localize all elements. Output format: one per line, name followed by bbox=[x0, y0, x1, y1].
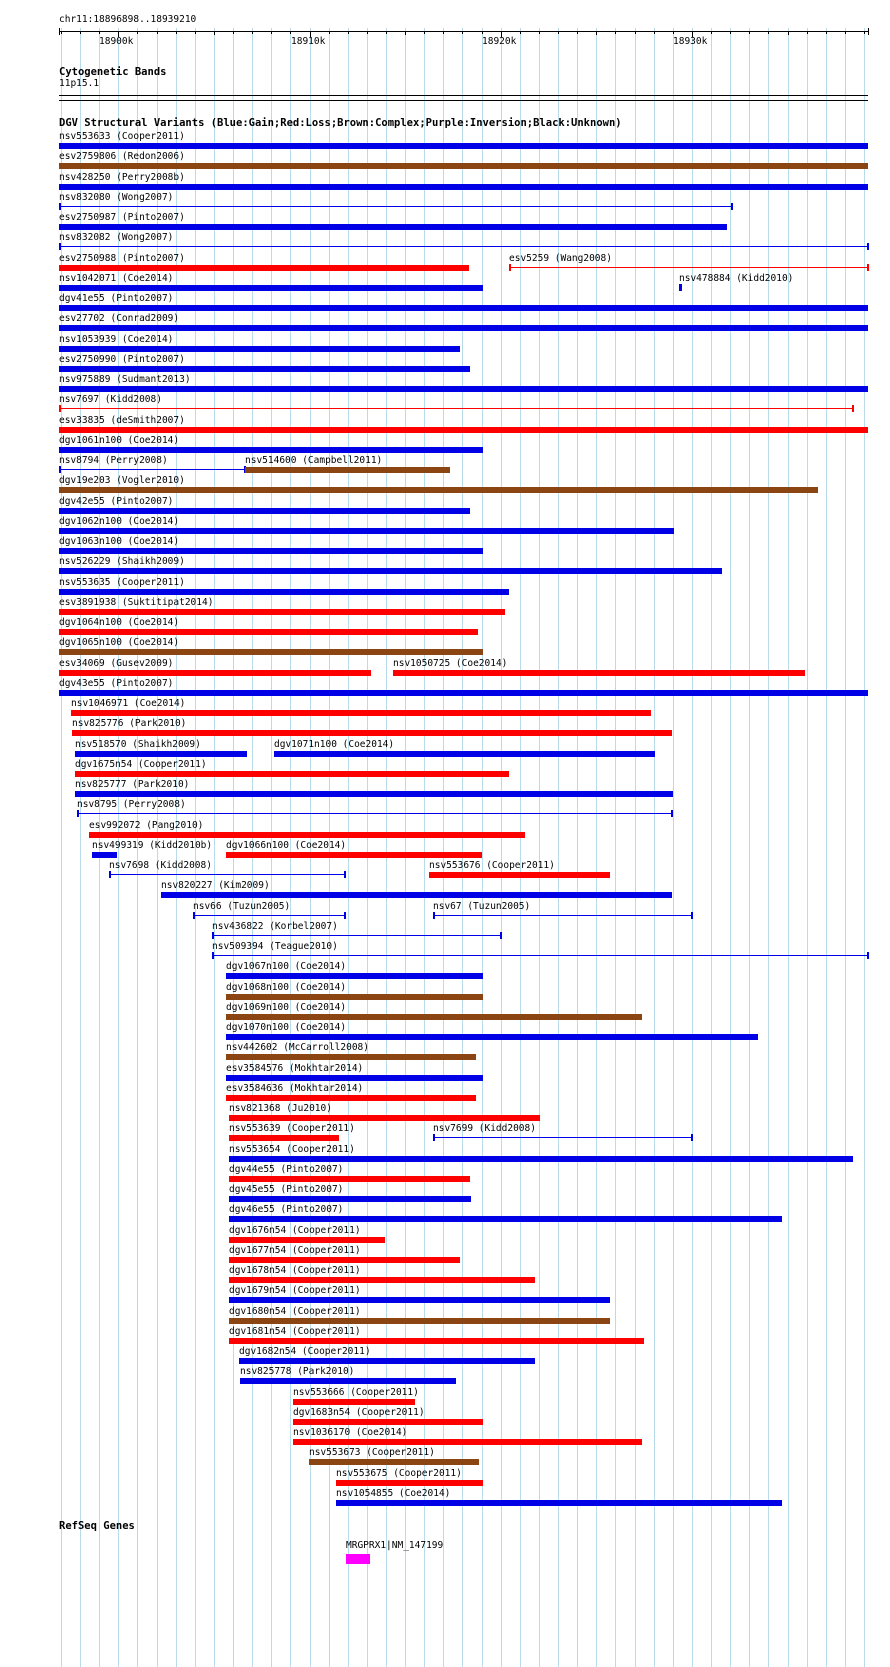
structural-variant[interactable] bbox=[245, 455, 450, 481]
variant-bar[interactable] bbox=[59, 163, 868, 169]
variant-bar[interactable] bbox=[59, 670, 371, 676]
variant-label: nsv1046971 (Coe2014) bbox=[71, 698, 186, 709]
variant-label: esv2759806 (Redon2006) bbox=[59, 151, 185, 162]
variant-label: dgv1065n100 (Coe2014) bbox=[59, 637, 180, 648]
variant-end-cap bbox=[867, 264, 869, 271]
variant-label: nsv825776 (Park2010) bbox=[72, 718, 187, 729]
variant-end-cap bbox=[867, 952, 869, 959]
variant-label: nsv832082 (Wong2007) bbox=[59, 232, 174, 243]
variant-end-cap bbox=[59, 466, 61, 473]
variant-bar[interactable] bbox=[226, 1054, 476, 1060]
ruler-tick bbox=[214, 31, 215, 35]
ruler-tick bbox=[654, 31, 655, 34]
variant-bar[interactable] bbox=[229, 1338, 644, 1344]
variant-bar[interactable] bbox=[429, 872, 610, 878]
variant-label: esv2750990 (Pinto2007) bbox=[59, 354, 185, 365]
variant-bar[interactable] bbox=[274, 751, 655, 757]
ruler-tick bbox=[730, 31, 731, 34]
variant-label: nsv553676 (Cooper2011) bbox=[429, 860, 555, 871]
variant-bar[interactable] bbox=[59, 609, 505, 615]
ruler-tick bbox=[864, 31, 865, 34]
variant-end-cap bbox=[344, 871, 346, 878]
structural-variant[interactable] bbox=[59, 313, 868, 339]
ruler-tick bbox=[845, 31, 846, 34]
variant-line[interactable] bbox=[109, 874, 345, 875]
structural-variant[interactable] bbox=[393, 658, 805, 684]
variant-label: dgv1676n54 (Cooper2011) bbox=[229, 1225, 361, 1236]
structural-variant[interactable] bbox=[336, 1488, 782, 1514]
variant-label: nsv821368 (Ju2010) bbox=[229, 1103, 332, 1114]
cytoband-separator-bottom bbox=[59, 100, 868, 101]
variant-label: dgv43e55 (Pinto2007) bbox=[59, 678, 174, 689]
variant-bar[interactable] bbox=[59, 285, 483, 291]
ruler-tick bbox=[635, 31, 636, 34]
variant-label: nsv825778 (Park2010) bbox=[240, 1366, 355, 1377]
variant-label: nsv7697 (Kidd2008) bbox=[59, 394, 162, 405]
variant-bar[interactable] bbox=[161, 892, 672, 898]
variant-bar[interactable] bbox=[229, 1196, 471, 1202]
variant-label: dgv1068n100 (Coe2014) bbox=[226, 982, 347, 993]
variant-label: dgv46e55 (Pinto2007) bbox=[229, 1204, 344, 1215]
variant-bar[interactable] bbox=[239, 1358, 535, 1364]
variant-bar[interactable] bbox=[59, 548, 483, 554]
ruler-tick bbox=[558, 31, 559, 34]
variant-end-cap bbox=[852, 405, 854, 412]
variant-label: dgv1677n54 (Cooper2011) bbox=[229, 1245, 361, 1256]
variant-label: nsv1036170 (Coe2014) bbox=[293, 1427, 408, 1438]
ruler-tick bbox=[99, 31, 100, 34]
variant-label: esv27702 (Conrad2009) bbox=[59, 313, 180, 324]
variant-bar[interactable] bbox=[59, 143, 868, 149]
variant-label: nsv8795 (Perry2008) bbox=[77, 799, 186, 810]
variant-line[interactable] bbox=[212, 935, 501, 936]
variant-label: esv992072 (Pang2010) bbox=[89, 820, 204, 831]
variant-end-cap bbox=[691, 1134, 693, 1141]
variant-label: dgv1064n100 (Coe2014) bbox=[59, 617, 180, 628]
variant-end-cap bbox=[212, 932, 214, 939]
variant-bar[interactable] bbox=[229, 1257, 460, 1263]
variant-label: esv2750987 (Pinto2007) bbox=[59, 212, 185, 223]
variant-bar[interactable] bbox=[293, 1439, 642, 1445]
variant-label: nsv66 (Tuzun2005) bbox=[193, 901, 291, 912]
variant-bar[interactable] bbox=[226, 1095, 476, 1101]
ruler-tick bbox=[233, 31, 234, 34]
variant-bar[interactable] bbox=[229, 1176, 470, 1182]
ruler-end-left bbox=[59, 28, 60, 35]
variant-end-cap bbox=[212, 952, 214, 959]
variant-label: nsv67 (Tuzun2005) bbox=[433, 901, 531, 912]
ruler-tick bbox=[348, 31, 349, 34]
variant-line[interactable] bbox=[59, 246, 868, 247]
variant-label: dgv1069n100 (Coe2014) bbox=[226, 1002, 347, 1013]
ruler-tick bbox=[61, 31, 62, 34]
variant-label: esv3584636 (Mokhtar2014) bbox=[226, 1083, 364, 1094]
variant-bar[interactable] bbox=[293, 1419, 483, 1425]
variant-bar[interactable] bbox=[59, 528, 674, 534]
variant-bar[interactable] bbox=[59, 508, 470, 514]
variant-label: nsv442602 (McCarroll2008) bbox=[226, 1042, 369, 1053]
ruler-tick bbox=[711, 31, 712, 34]
variant-bar[interactable] bbox=[59, 184, 868, 190]
variant-bar[interactable] bbox=[75, 791, 673, 797]
variant-label: esv5259 (Wang2008) bbox=[509, 253, 612, 264]
variant-bar[interactable] bbox=[245, 467, 450, 473]
ruler-tick bbox=[157, 31, 158, 34]
ruler-tick bbox=[577, 31, 578, 34]
variant-end-cap bbox=[59, 243, 61, 250]
variant-bar[interactable] bbox=[336, 1480, 483, 1486]
variant-line[interactable] bbox=[59, 408, 853, 409]
variant-label: dgv1682n54 (Cooper2011) bbox=[239, 1346, 371, 1357]
variant-end-cap bbox=[433, 1134, 435, 1141]
variant-end-cap bbox=[193, 912, 195, 919]
ruler-tick bbox=[424, 31, 425, 34]
variant-bar[interactable] bbox=[59, 224, 727, 230]
variant-bar[interactable] bbox=[59, 487, 818, 493]
ruler-tick bbox=[596, 31, 597, 35]
variant-end-cap bbox=[867, 243, 869, 250]
structural-variant[interactable] bbox=[429, 860, 610, 886]
variant-line[interactable] bbox=[433, 1137, 692, 1138]
variant-bar[interactable] bbox=[226, 1034, 758, 1040]
variant-end-cap bbox=[671, 810, 673, 817]
variant-bar[interactable] bbox=[59, 447, 483, 453]
variant-label: nsv1050725 (Coe2014) bbox=[393, 658, 508, 669]
variant-label: nsv553675 (Cooper2011) bbox=[336, 1468, 462, 1479]
variant-bar[interactable] bbox=[59, 305, 868, 311]
structural-variant[interactable] bbox=[59, 172, 868, 198]
variant-bar[interactable] bbox=[59, 427, 868, 433]
ruler-tick bbox=[405, 31, 406, 35]
ruler-tick-label: 18930k bbox=[673, 36, 708, 47]
variant-label: dgv1683n54 (Cooper2011) bbox=[293, 1407, 425, 1418]
variant-label: dgv1675n54 (Cooper2011) bbox=[75, 759, 207, 770]
variant-bar[interactable] bbox=[71, 710, 651, 716]
variant-bar[interactable] bbox=[229, 1237, 385, 1243]
variant-bar[interactable] bbox=[59, 366, 470, 372]
variant-end-cap bbox=[680, 284, 682, 291]
variant-label: esv33835 (deSmith2007) bbox=[59, 415, 185, 426]
ruler-tick bbox=[749, 31, 750, 34]
ruler-tick bbox=[367, 31, 368, 34]
variant-bar[interactable] bbox=[72, 730, 672, 736]
variant-label: esv34069 (Gusev2009) bbox=[59, 658, 174, 669]
variant-bar[interactable] bbox=[240, 1378, 456, 1384]
variant-line[interactable] bbox=[433, 915, 692, 916]
variant-line[interactable] bbox=[212, 955, 868, 956]
variant-label: nsv499319 (Kidd2010b) bbox=[92, 840, 213, 851]
variant-label: nsv553654 (Cooper2011) bbox=[229, 1144, 355, 1155]
variant-end-cap bbox=[109, 871, 111, 878]
variant-label: nsv832080 (Wong2007) bbox=[59, 192, 174, 203]
variant-label: nsv553639 (Cooper2011) bbox=[229, 1123, 355, 1134]
structural-variant[interactable] bbox=[679, 273, 799, 299]
ruler-tick-label: 18910k bbox=[291, 36, 326, 47]
variant-end-cap bbox=[59, 405, 61, 412]
variant-label: dgv19e203 (Vogler2010) bbox=[59, 475, 185, 486]
variant-label: nsv514600 (Campbell2011) bbox=[245, 455, 383, 466]
ruler-tick bbox=[768, 31, 769, 34]
ruler-tick bbox=[673, 31, 674, 34]
ruler-axis bbox=[59, 31, 868, 32]
refseq-track-title: RefSeq Genes bbox=[59, 1520, 135, 1532]
variant-label: nsv526229 (Shaikh2009) bbox=[59, 556, 185, 567]
variant-bar[interactable] bbox=[59, 690, 868, 696]
cytoband-track-title: Cytogenetic Bands bbox=[59, 66, 167, 78]
variant-bar[interactable] bbox=[59, 325, 868, 331]
variant-label: nsv1054855 (Coe2014) bbox=[336, 1488, 451, 1499]
variant-label: dgv1678n54 (Cooper2011) bbox=[229, 1265, 361, 1276]
ruler-tick bbox=[137, 31, 138, 34]
ruler-tick-label: 18900k bbox=[99, 36, 134, 47]
variant-bar[interactable] bbox=[229, 1115, 540, 1121]
variant-label: nsv975889 (Sudmant2013) bbox=[59, 374, 191, 385]
variant-line[interactable] bbox=[509, 267, 868, 268]
structural-variant[interactable] bbox=[59, 374, 868, 400]
ruler-tick bbox=[539, 31, 540, 34]
variant-label: dgv1063n100 (Coe2014) bbox=[59, 536, 180, 547]
variant-bar[interactable] bbox=[229, 1135, 339, 1141]
variant-label: dgv42e55 (Pinto2007) bbox=[59, 496, 174, 507]
ruler-tick bbox=[482, 31, 483, 34]
variant-label: nsv7699 (Kidd2008) bbox=[433, 1123, 536, 1134]
ruler-tick bbox=[462, 31, 463, 34]
structural-variant[interactable] bbox=[433, 901, 692, 927]
variant-bar[interactable] bbox=[59, 386, 868, 392]
ruler-tick bbox=[807, 31, 808, 34]
variant-end-cap bbox=[59, 203, 61, 210]
variant-label: nsv428250 (Perry2008b) bbox=[59, 172, 185, 183]
variant-bar[interactable] bbox=[336, 1500, 782, 1506]
variant-line[interactable] bbox=[59, 469, 245, 470]
variant-line[interactable] bbox=[193, 915, 345, 916]
variant-label: nsv518570 (Shaikh2009) bbox=[75, 739, 201, 750]
variant-label: dgv44e55 (Pinto2007) bbox=[229, 1164, 344, 1175]
variant-bar[interactable] bbox=[92, 852, 117, 858]
variant-label: esv3891938 (Suktitipat2014) bbox=[59, 597, 214, 608]
variant-bar[interactable] bbox=[229, 1216, 782, 1222]
variant-end-cap bbox=[731, 203, 733, 210]
variant-bar[interactable] bbox=[226, 973, 483, 979]
cytoband-label: 11p15.1 bbox=[59, 78, 100, 89]
variant-bar[interactable] bbox=[309, 1459, 479, 1465]
structural-variant[interactable] bbox=[59, 293, 868, 319]
structural-variant[interactable] bbox=[274, 739, 655, 765]
variant-label: nsv1042071 (Coe2014) bbox=[59, 273, 174, 284]
ruler-tick bbox=[520, 31, 521, 34]
gene-label: MRGPRX1|NM_147199 bbox=[346, 1540, 444, 1551]
variant-end-cap bbox=[344, 912, 346, 919]
variant-label: esv3584576 (Mokhtar2014) bbox=[226, 1063, 364, 1074]
refseq-gene[interactable] bbox=[346, 1540, 466, 1568]
variant-label: dgv45e55 (Pinto2007) bbox=[229, 1184, 344, 1195]
variant-label: nsv1053939 (Coe2014) bbox=[59, 334, 174, 345]
variant-bar[interactable] bbox=[59, 649, 483, 655]
variant-bar[interactable] bbox=[75, 771, 509, 777]
variant-label: dgv1062n100 (Coe2014) bbox=[59, 516, 180, 527]
variant-label: nsv8794 (Perry2008) bbox=[59, 455, 168, 466]
variant-label: nsv436822 (Korbel2007) bbox=[212, 921, 338, 932]
variant-bar[interactable] bbox=[226, 1014, 642, 1020]
ruler-tick bbox=[80, 31, 81, 34]
variant-bar[interactable] bbox=[229, 1156, 853, 1162]
variant-label: nsv820227 (Kim2009) bbox=[161, 880, 270, 891]
variant-label: dgv1679n54 (Cooper2011) bbox=[229, 1285, 361, 1296]
variant-label: dgv1061n100 (Coe2014) bbox=[59, 435, 180, 446]
variant-end-cap bbox=[433, 912, 435, 919]
variant-label: nsv553635 (Cooper2011) bbox=[59, 577, 185, 588]
variant-bar[interactable] bbox=[226, 852, 482, 858]
ruler-tick bbox=[443, 31, 444, 34]
structural-variant[interactable] bbox=[59, 415, 868, 441]
dgv-track-title: DGV Structural Variants (Blue:Gain;Red:Loss;Brown:Complex;Purple:Inversion;Black:Unknown) bbox=[59, 117, 622, 129]
ruler-tick bbox=[386, 31, 387, 34]
variant-label: nsv553673 (Cooper2011) bbox=[309, 1447, 435, 1458]
ruler-tick bbox=[176, 31, 177, 34]
ruler-tick bbox=[290, 31, 291, 34]
variant-bar[interactable] bbox=[59, 265, 469, 271]
variant-bar[interactable] bbox=[393, 670, 805, 676]
variant-line[interactable] bbox=[59, 206, 732, 207]
ruler-tick bbox=[271, 31, 272, 34]
ruler-end-right bbox=[868, 28, 869, 35]
structural-variant[interactable] bbox=[433, 1123, 692, 1149]
variant-label: nsv553633 (Cooper2011) bbox=[59, 131, 185, 142]
variant-bar[interactable] bbox=[229, 1277, 535, 1283]
locus-label: chr11:18896898..18939210 bbox=[59, 14, 197, 25]
variant-label: nsv553666 (Cooper2011) bbox=[293, 1387, 419, 1398]
variant-label: dgv1071n100 (Coe2014) bbox=[274, 739, 395, 750]
ruler-tick bbox=[615, 31, 616, 34]
variant-end-cap bbox=[77, 810, 79, 817]
variant-bar[interactable] bbox=[293, 1399, 415, 1405]
variant-label: nsv825777 (Park2010) bbox=[75, 779, 190, 790]
ruler-tick-label: 18920k bbox=[482, 36, 517, 47]
variant-label: nsv478884 (Kidd2010) bbox=[679, 273, 794, 284]
variant-bar[interactable] bbox=[59, 589, 509, 595]
variant-label: esv2750988 (Pinto2007) bbox=[59, 253, 185, 264]
variant-label: dgv1681n54 (Cooper2011) bbox=[229, 1326, 361, 1337]
variant-bar[interactable] bbox=[226, 1075, 483, 1081]
variant-end-cap bbox=[509, 264, 511, 271]
variant-bar[interactable] bbox=[59, 568, 722, 574]
ruler-tick bbox=[788, 31, 789, 35]
gene-exon-bar[interactable] bbox=[346, 1554, 370, 1564]
cytoband-separator-top bbox=[59, 95, 868, 96]
variant-label: dgv1680n54 (Cooper2011) bbox=[229, 1306, 361, 1317]
variant-end-cap bbox=[500, 932, 502, 939]
ruler-tick bbox=[252, 31, 253, 34]
variant-bar[interactable] bbox=[229, 1297, 610, 1303]
ruler-tick bbox=[329, 31, 330, 34]
variant-end-cap bbox=[691, 912, 693, 919]
variant-label: nsv509394 (Teague2010) bbox=[212, 941, 338, 952]
variant-label: dgv41e55 (Pinto2007) bbox=[59, 293, 174, 304]
ruler-tick bbox=[195, 31, 196, 34]
variant-label: dgv1067n100 (Coe2014) bbox=[226, 961, 347, 972]
ruler-tick bbox=[826, 31, 827, 34]
variant-bar[interactable] bbox=[89, 832, 525, 838]
variant-bar[interactable] bbox=[59, 346, 460, 352]
variant-bar[interactable] bbox=[59, 629, 478, 635]
variant-bar[interactable] bbox=[229, 1318, 610, 1324]
variant-line[interactable] bbox=[77, 813, 672, 814]
variant-bar[interactable] bbox=[75, 751, 247, 757]
variant-label: dgv1066n100 (Coe2014) bbox=[226, 840, 347, 851]
variant-bar[interactable] bbox=[226, 994, 483, 1000]
variant-label: nsv7698 (Kidd2008) bbox=[109, 860, 212, 871]
variant-label: dgv1070n100 (Coe2014) bbox=[226, 1022, 347, 1033]
